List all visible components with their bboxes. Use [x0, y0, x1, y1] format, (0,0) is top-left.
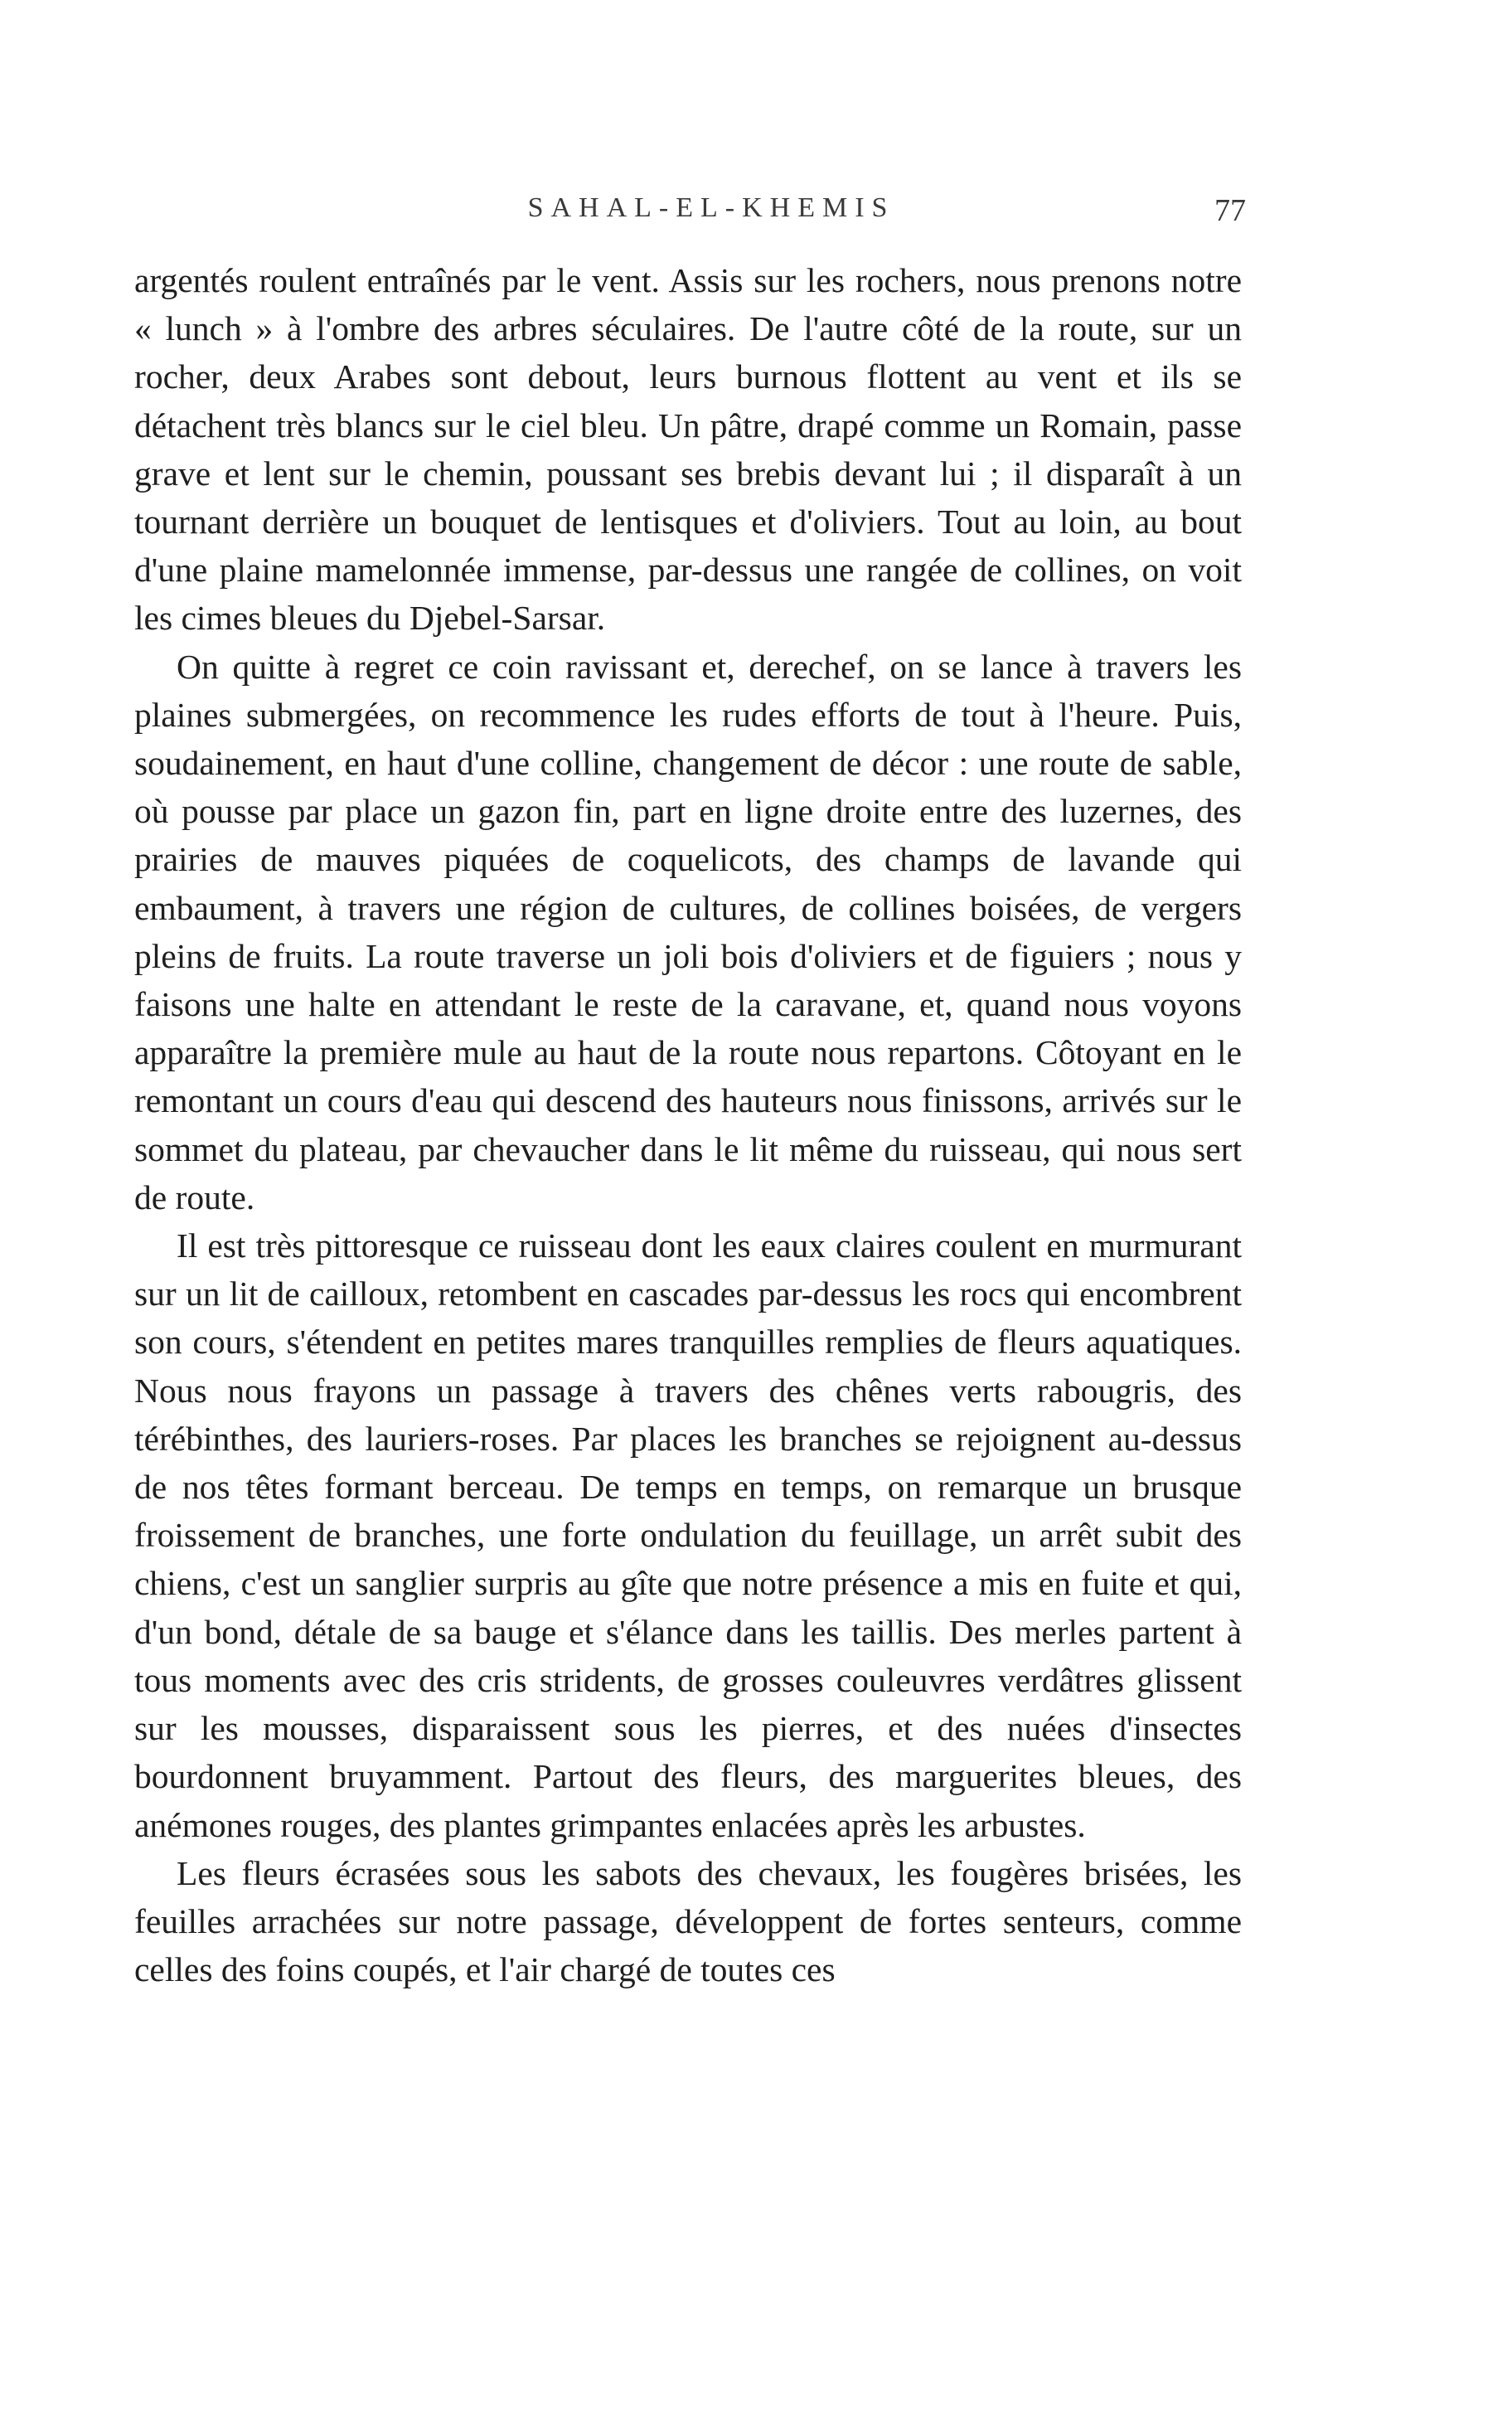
body-text	[134, 256, 1242, 1993]
page-header	[177, 192, 1246, 235]
running-title: SAHAL-EL-KHEMIS	[527, 192, 895, 223]
paragraph: Il est très pittoresque ce ruisseau dont les eaux claires coulent en murmurant sur un lit de cailloux, retombent en cascades par-dessus les rocs qui encombrent son cours, s'étendent en petites mares tranquilles remplies de fleurs aquatiques. Nous nous frayons un passage à travers des chênes verts rabougris, des térébinthes, des lauriers-roses. Par places les branches se rejoignent au-dessus de nos têtes formant berceau. De temps en temps, on remarque un brusque froissement de branches, une forte ondulation du feuillage, un arrêt subit des chiens, c'est un sanglier surpris au gîte que notre présence a mis en fuite et qui, d'un bond, détale de sa bauge et s'élance dans les taillis. Des merles partent à tous moments avec des cris stridents, de grosses couleuvres verdâtres glissent sur les mousses, disparaissent sous les pierres, et des nuées d'insectes bourdonnent bruyamment. Partout des fleurs, des marguerites bleues, des anémones rouges, des plantes grimpantes enlacées après les arbustes.	[134, 1226, 1242, 1844]
paragraph: Les fleurs écrasées sous les sabots des chevaux, les fougères brisées, les feuilles arrachées sur notre passage, développent de fortes senteurs, comme celles des foins coupés, et l'air chargé de toutes ces	[134, 1853, 1242, 1989]
page-number: 77	[1214, 193, 1246, 228]
paragraph: On quitte à regret ce coin ravissant et, derechef, on se lance à travers les plaines submergées, on recommence les rudes efforts de tout à l'heure. Puis, soudainement, en haut d'une colline, changement de décor : une route de sable, où pousse par place un gazon fin, part en ligne droite entre des luzernes, des prairies de mauves piquées de coquelicots, des champs de lavande qui embaument, à travers une région de cultures, de collines boisées, de vergers pleins de fruits. La route traverse un joli bois d'oliviers et de figuiers ; nous y faisons une halte en attendant le reste de la caravane, et, quand nous voyons apparaître la première mule au haut de la route nous repartons. Côtoyant en le remontant un cours d'eau qui descend des hauteurs nous finissons, arrivés sur le sommet du plateau, par chevaucher dans le lit même du ruisseau, qui nous sert de route.	[134, 647, 1242, 1216]
paragraph-continuation: argentés roulent entraînés par le vent. Assis sur les rochers, nous prenons notre « lunch » à l'ombre des arbres séculaires. De l'autre côté de la route, sur un rocher, deux Arabes sont debout, leurs burnous flottent au vent et ils se détachent très blancs sur le ciel bleu. Un pâtre, drapé comme un Romain, passe grave et lent sur le chemin, poussant ses brebis devant lui ; il disparaît à un tournant derrière un bouquet de lentisques et d'oliviers. Tout au loin, au bout d'une plaine mamelonnée immense, par-dessus une rangée de collines, on voit les cimes bleues du Djebel-Sarsar.	[134, 261, 1242, 638]
